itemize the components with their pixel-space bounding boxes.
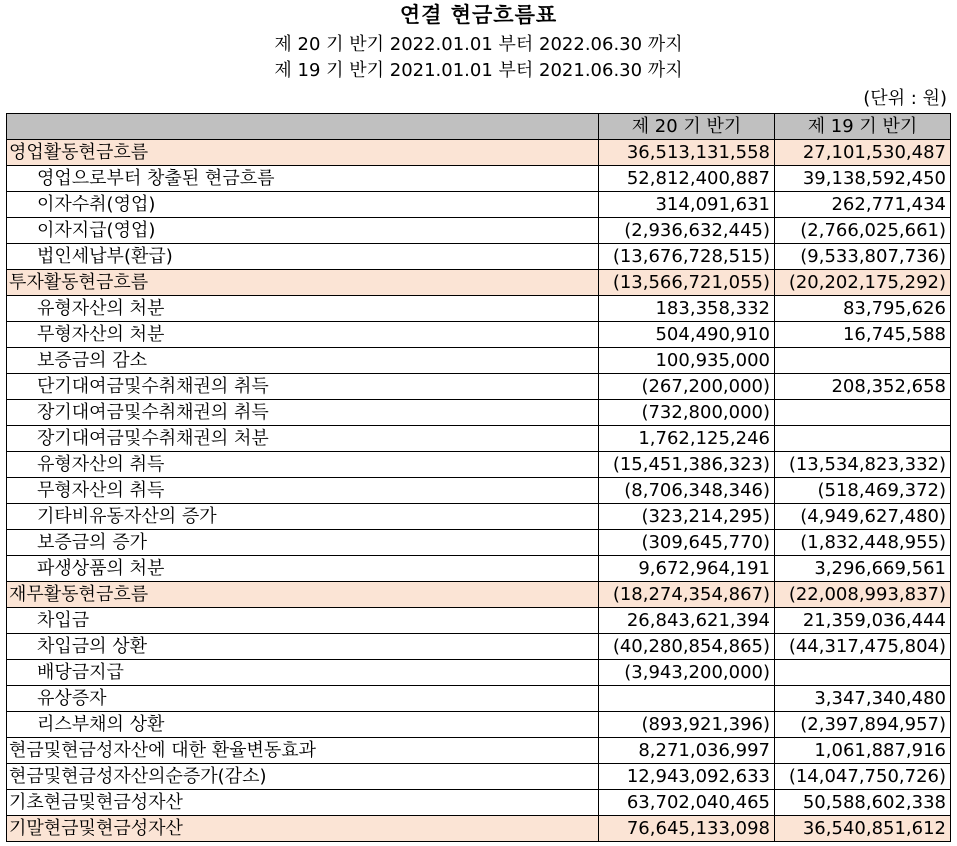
table-row [7, 244, 951, 270]
unit-label: (단위 : 원) [863, 88, 947, 109]
table-body [7, 140, 951, 842]
cash-flow-table [6, 113, 951, 842]
row-previous-value: (9,533,807,736) [775, 244, 951, 270]
row-current-value: (2,936,632,445) [599, 218, 775, 244]
row-label: 기초현금및현금성자산 [7, 790, 599, 816]
row-current-value: 504,490,910 [599, 322, 775, 348]
table-row [7, 452, 951, 478]
row-current-value: (267,200,000) [599, 374, 775, 400]
row-previous-value: (20,202,175,292) [775, 270, 951, 296]
row-current-value [599, 686, 775, 712]
row-previous-value: (2,397,894,957) [775, 712, 951, 738]
row-current-value: (309,645,770) [599, 530, 775, 556]
row-label: 단기대여금및수취채권의 취득 [7, 374, 599, 400]
row-label: 이자지급(영업) [7, 218, 599, 244]
row-previous-value: 50,588,602,338 [775, 790, 951, 816]
row-label: 무형자산의 취득 [7, 478, 599, 504]
header-blank-cell [7, 114, 599, 140]
row-previous-value: 1,061,887,916 [775, 738, 951, 764]
row-current-value: (3,943,200,000) [599, 660, 775, 686]
row-label: 보증금의 증가 [7, 530, 599, 556]
row-previous-value: (518,469,372) [775, 478, 951, 504]
row-previous-value [775, 348, 951, 374]
row-label: 차입금 [7, 608, 599, 634]
table-header-row [7, 114, 951, 140]
row-previous-value: (1,832,448,955) [775, 530, 951, 556]
row-current-value: (40,280,854,865) [599, 634, 775, 660]
row-previous-value: (14,047,750,726) [775, 764, 951, 790]
row-previous-value: (22,008,993,837) [775, 582, 951, 608]
row-current-value: 36,513,131,558 [599, 140, 775, 166]
row-current-value: (18,274,354,867) [599, 582, 775, 608]
table-row [7, 374, 951, 400]
row-current-value: 1,762,125,246 [599, 426, 775, 452]
table-row [7, 660, 951, 686]
table-row [7, 478, 951, 504]
table-row [7, 192, 951, 218]
row-label: 법인세납부(환급) [7, 244, 599, 270]
row-label: 기말현금및현금성자산 [7, 816, 599, 842]
row-label: 이자수취(영업) [7, 192, 599, 218]
row-current-value: 8,271,036,997 [599, 738, 775, 764]
row-label: 장기대여금및수취채권의 처분 [7, 426, 599, 452]
row-previous-value: 39,138,592,450 [775, 166, 951, 192]
row-current-value: (13,676,728,515) [599, 244, 775, 270]
row-previous-value: 3,296,669,561 [775, 556, 951, 582]
row-previous-value: 36,540,851,612 [775, 816, 951, 842]
row-previous-value: (13,534,823,332) [775, 452, 951, 478]
row-previous-value: 262,771,434 [775, 192, 951, 218]
row-label: 배당금지급 [7, 660, 599, 686]
row-previous-value: 208,352,658 [775, 374, 951, 400]
row-previous-value: 27,101,530,487 [775, 140, 951, 166]
row-label: 현금및현금성자산에 대한 환율변동효과 [7, 738, 599, 764]
table-row [7, 504, 951, 530]
row-label: 유형자산의 취득 [7, 452, 599, 478]
row-current-value: (893,921,396) [599, 712, 775, 738]
table-row [7, 400, 951, 426]
row-label: 장기대여금및수취채권의 취득 [7, 400, 599, 426]
row-current-value: 12,943,092,633 [599, 764, 775, 790]
row-label: 차입금의 상환 [7, 634, 599, 660]
row-label: 파생상품의 처분 [7, 556, 599, 582]
period-current: 제 20 기 반기 2022.01.01 부터 2022.06.30 까지 [274, 34, 683, 55]
row-label: 투자활동현금흐름 [7, 270, 599, 296]
row-label: 유상증자 [7, 686, 599, 712]
row-current-value: 52,812,400,887 [599, 166, 775, 192]
row-previous-value: 83,795,626 [775, 296, 951, 322]
row-current-value: 9,672,964,191 [599, 556, 775, 582]
statement-title: 연결 현금흐름표 [399, 3, 558, 27]
row-label: 영업으로부터 창출된 현금흐름 [7, 166, 599, 192]
row-current-value: (8,706,348,346) [599, 478, 775, 504]
row-previous-value: (4,949,627,480) [775, 504, 951, 530]
row-label: 영업활동현금흐름 [7, 140, 599, 166]
row-label: 기타비유동자산의 증가 [7, 504, 599, 530]
table-row [7, 582, 951, 608]
period-previous: 제 19 기 반기 2021.01.01 부터 2021.06.30 까지 [274, 60, 683, 81]
table-row [7, 270, 951, 296]
row-previous-value [775, 400, 951, 426]
table-row [7, 634, 951, 660]
row-previous-value [775, 426, 951, 452]
table-row [7, 764, 951, 790]
table-row [7, 712, 951, 738]
row-current-value: (15,451,386,323) [599, 452, 775, 478]
row-label: 유형자산의 처분 [7, 296, 599, 322]
row-label: 무형자산의 처분 [7, 322, 599, 348]
table-row [7, 686, 951, 712]
table-row [7, 296, 951, 322]
table-row [7, 348, 951, 374]
table-row [7, 738, 951, 764]
row-label: 재무활동현금흐름 [7, 582, 599, 608]
row-current-value: 314,091,631 [599, 192, 775, 218]
row-current-value: 100,935,000 [599, 348, 775, 374]
header-previous-period: 제 19 기 반기 [775, 114, 951, 140]
table-row [7, 426, 951, 452]
row-previous-value [775, 660, 951, 686]
table-row [7, 556, 951, 582]
table-row [7, 322, 951, 348]
row-previous-value: (44,317,475,804) [775, 634, 951, 660]
row-current-value: 63,702,040,465 [599, 790, 775, 816]
row-current-value: 183,358,332 [599, 296, 775, 322]
row-previous-value: 3,347,340,480 [775, 686, 951, 712]
row-current-value: (323,214,295) [599, 504, 775, 530]
table-row [7, 608, 951, 634]
row-current-value: (732,800,000) [599, 400, 775, 426]
row-label: 리스부채의 상환 [7, 712, 599, 738]
row-previous-value: 21,359,036,444 [775, 608, 951, 634]
table-row [7, 140, 951, 166]
header-current-period: 제 20 기 반기 [599, 114, 775, 140]
row-current-value: 26,843,621,394 [599, 608, 775, 634]
row-label: 현금및현금성자산의순증가(감소) [7, 764, 599, 790]
table-row [7, 218, 951, 244]
row-previous-value: 16,745,588 [775, 322, 951, 348]
row-previous-value: (2,766,025,661) [775, 218, 951, 244]
table-row [7, 816, 951, 842]
row-current-value: (13,566,721,055) [599, 270, 775, 296]
table-row [7, 166, 951, 192]
table-row [7, 530, 951, 556]
row-current-value: 76,645,133,098 [599, 816, 775, 842]
table-row [7, 790, 951, 816]
row-label: 보증금의 감소 [7, 348, 599, 374]
